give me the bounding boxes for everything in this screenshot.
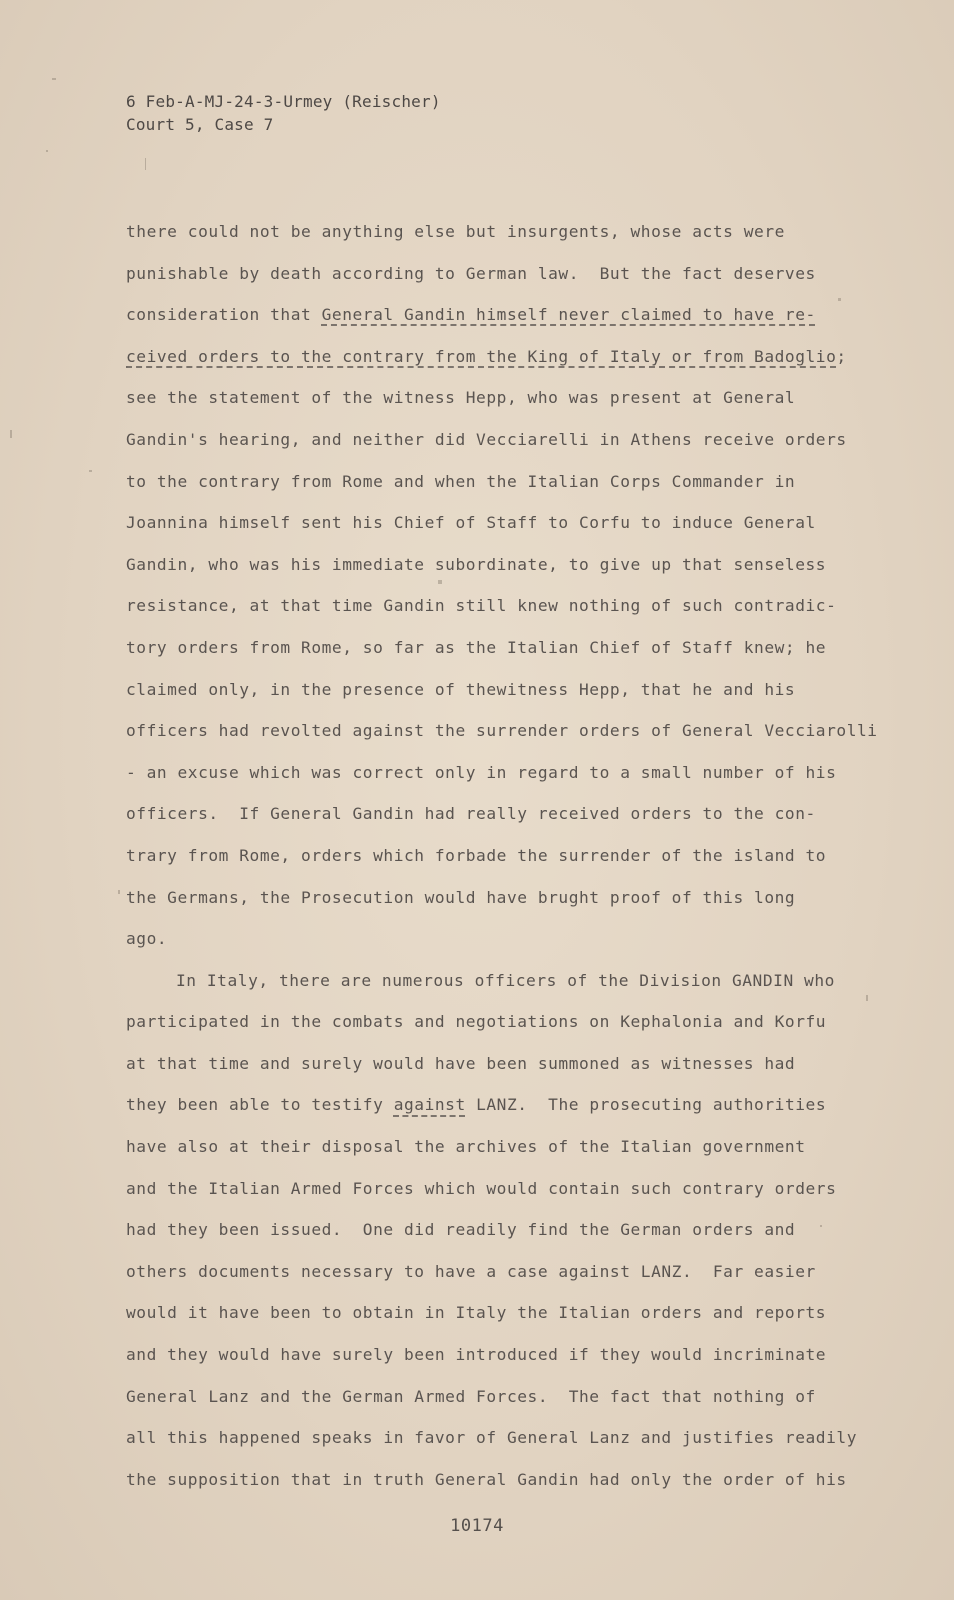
- paper-speck: [866, 995, 868, 1001]
- paper-speck: [118, 890, 120, 894]
- paper-speck: [820, 1225, 822, 1227]
- text-line: [126, 1168, 886, 1210]
- text-segment: punishable by death according to German law. But the fact deserves: [126, 263, 816, 283]
- text-segment: resistance, at that time Gandin still knew nothing of such contradic-: [126, 596, 837, 616]
- text-segment: participated in the combats and negotiations on Kephalonia and Korfu: [126, 1012, 827, 1032]
- text-line: [126, 544, 886, 586]
- text-line: [126, 1126, 886, 1168]
- text-line: [126, 1459, 886, 1501]
- text-line: [126, 918, 886, 960]
- paper-speck: [145, 158, 146, 170]
- text-segment: General Lanz and the German Armed Forces. The fact that nothing of: [126, 1386, 816, 1406]
- text-line: [126, 752, 886, 794]
- text-segment: had they been issued. One did readily find the German orders and: [126, 1220, 796, 1240]
- text-segment: see the statement of the witness Hepp, who was present at General: [126, 388, 796, 408]
- header-court-case-line: Court 5, Case 7: [126, 115, 274, 134]
- text-segment: others documents necessary to have a case against LANZ. Far easier: [126, 1261, 816, 1281]
- text-line: [126, 502, 886, 544]
- text-segment: they been able to testify: [126, 1095, 394, 1115]
- text-segment: LANZ. The prosecuting authorities: [465, 1095, 827, 1115]
- underlined-text-segment: ceived orders to the contrary from the King of Italy or from Badoglio: [126, 346, 837, 366]
- text-line: [126, 294, 886, 336]
- text-segment: Gandin, who was his immediate subordinate, to give up that senseless: [126, 554, 827, 574]
- text-line: [126, 1251, 886, 1293]
- text-line: [126, 627, 886, 669]
- text-line: [126, 1417, 886, 1459]
- text-segment: - an excuse which was correct only in regard to a small number of his: [126, 762, 837, 782]
- text-segment: to the contrary from Rome and when the Italian Corps Commander in: [126, 471, 796, 491]
- paper-speck: [438, 580, 442, 584]
- text-line: [126, 253, 886, 295]
- text-line: [126, 835, 886, 877]
- text-segment: trary from Rome, orders which forbade the surrender of the island to: [126, 845, 827, 865]
- text-line: [126, 1292, 886, 1334]
- text-segment: the Germans, the Prosecution would have brught proof of this long: [126, 887, 796, 907]
- text-line: [126, 377, 886, 419]
- text-line: [126, 419, 886, 461]
- text-line: [126, 669, 886, 711]
- text-segment: officers. If General Gandin had really received orders to the con-: [126, 804, 816, 824]
- text-segment: and the Italian Armed Forces which would contain such contrary orders: [126, 1178, 837, 1198]
- header-reference-line: 6 Feb-A-MJ-24-3-Urmey (Reischer): [126, 92, 441, 111]
- text-segment: ;: [836, 346, 847, 366]
- paper-speck: [52, 78, 56, 80]
- text-line: [126, 960, 886, 1002]
- text-segment: claimed only, in the presence of thewitness Hepp, that he and his: [126, 679, 796, 699]
- text-segment: would it have been to obtain in Italy the Italian orders and reports: [126, 1303, 827, 1323]
- text-line: [126, 336, 886, 378]
- text-line: [126, 1001, 886, 1043]
- text-segment: Joannina himself sent his Chief of Staff to Corfu to induce General: [126, 513, 816, 533]
- text-line: [126, 877, 886, 919]
- text-segment: officers had revolted against the surrender orders of General Vecciarolli: [126, 721, 878, 741]
- text-line: [126, 461, 886, 503]
- text-line: [126, 585, 886, 627]
- page-number: 10174: [450, 1516, 504, 1536]
- text-segment: tory orders from Rome, so far as the Italian Chief of Staff knew; he: [126, 637, 827, 657]
- paper-speck: [89, 470, 92, 472]
- underlined-text-segment: against: [393, 1095, 466, 1115]
- text-line: [126, 1209, 886, 1251]
- text-segment: have also at their disposal the archives of the Italian government: [126, 1137, 806, 1157]
- text-segment: In Italy, there are numerous officers of the Division GANDIN who: [176, 970, 835, 990]
- text-segment: at that time and surely would have been summoned as witnesses had: [126, 1053, 796, 1073]
- text-line: [126, 211, 886, 253]
- underlined-text-segment: General Gandin himself never claimed to have re-: [321, 305, 816, 325]
- paper-speck: [46, 150, 48, 152]
- text-line: [126, 1334, 886, 1376]
- text-line: [126, 793, 886, 835]
- text-line: [126, 1043, 886, 1085]
- paper-speck: [10, 430, 12, 438]
- paper-speck: [838, 298, 841, 301]
- text-segment: Gandin's hearing, and neither did Vecciarelli in Athens receive orders: [126, 429, 847, 449]
- text-line: [126, 1084, 886, 1126]
- text-segment: all this happened speaks in favor of General Lanz and justifies readily: [126, 1428, 857, 1448]
- text-segment: and they would have surely been introduced if they would incriminate: [126, 1345, 827, 1365]
- text-segment: the supposition that in truth General Gandin had only the order of his: [126, 1469, 847, 1489]
- document-header: [126, 90, 441, 136]
- text-segment: there could not be anything else but insurgents, whose acts were: [126, 222, 785, 241]
- text-segment: ago.: [126, 929, 168, 949]
- text-segment: consideration that: [126, 305, 322, 325]
- text-line: [126, 1376, 886, 1418]
- document-body: [126, 211, 886, 1500]
- text-line: [126, 710, 886, 752]
